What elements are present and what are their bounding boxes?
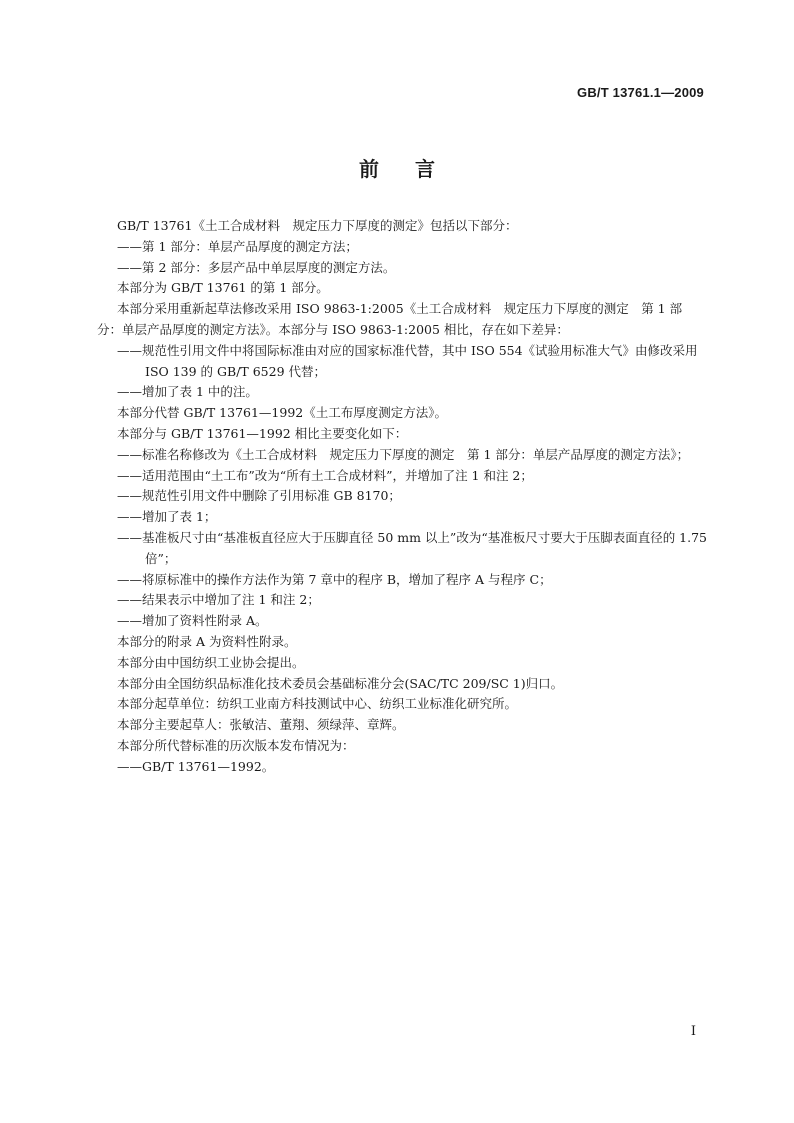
list-item: ——基准板尺寸由“基准板直径应大于压脚直径 50 mm 以上”改为“基准板尺寸要大于压脚表面直径的 1.75 倍”； [117, 529, 708, 566]
list-item: ——第 2 部分：多层产品中单层厚度的测定方法。 [117, 259, 396, 275]
list-item: ——第 1 部分：单层产品厚度的测定方法； [117, 238, 358, 254]
paragraph: GB/T 13761《土工合成材料 规定压力下厚度的测定》包括以下部分： [117, 218, 518, 233]
paragraph: 本部分起草单位：纺织工业南方科技测试中心、纺织工业标准化研究所。 [117, 696, 518, 712]
list-item: ——将原标准中的操作方法作为第 7 章中的程序 B，增加了程序 A 与程序 C； [117, 571, 552, 587]
list-item: ——标准名称修改为《土工合成材料 规定压力下厚度的测定 第 1 部分：单层产品厚度的测定方法》； [117, 446, 690, 462]
paragraph: 本部分主要起草人：张敏洁、董翔、须绿萍、章辉。 [117, 717, 405, 733]
list-item: ——结果表示中增加了注 1 和注 2； [117, 592, 320, 608]
list-item: ——增加了资料性附录 A。 [117, 613, 268, 629]
paragraph: 本部分代替 GB/T 13761—1992《土工布厚度测定方法》。 [117, 405, 447, 421]
paragraph: 本部分为 GB/T 13761 的第 1 部分。 [117, 280, 329, 296]
page-title: 前言 [359, 157, 471, 181]
list-item: ——增加了表 1； [117, 509, 217, 525]
list-item: ——规范性引用文件中删除了引用标准 GB 8170； [117, 488, 401, 504]
list-item: ——GB/T 13761—1992。 [117, 758, 275, 774]
list-item: ——增加了表 1 中的注。 [117, 384, 258, 400]
paragraph: 本部分由全国纺织品标准化技术委员会基础标准分会(SAC/TC 209/SC 1)归口。 [117, 675, 564, 691]
paragraph: 本部分采用重新起草法修改采用 ISO 9863-1:2005《土工合成材料 规定压力下厚度的测定 第 1 部分：单层产品厚度的测定方法》。本部分与 ISO 9863-1:2005 相比，存在如下差异： [97, 301, 683, 337]
foreword-body [97, 216, 708, 778]
list-item: ——适用范围由“土工布”改为“所有土工合成材料”，并增加了注 1 和注 2； [117, 467, 533, 483]
paragraph: 本部分与 GB/T 13761—1992 相比主要变化如下： [117, 425, 408, 441]
paragraph: 本部分由中国纺织工业协会提出。 [117, 654, 305, 670]
page-number: I [690, 1024, 696, 1039]
paragraph: 本部分所代替标准的历次版本发布情况为： [117, 737, 355, 753]
standard-number: GB/T 13761.1—2009 [577, 85, 704, 100]
list-item: ——规范性引用文件中将国际标准由对应的国家标准代替，其中 ISO 554《试验用标准大气》由修改采用 ISO 139 的 GB/T 6529 代替； [117, 342, 698, 379]
paragraph: 本部分的附录 A 为资料性附录。 [117, 633, 297, 649]
